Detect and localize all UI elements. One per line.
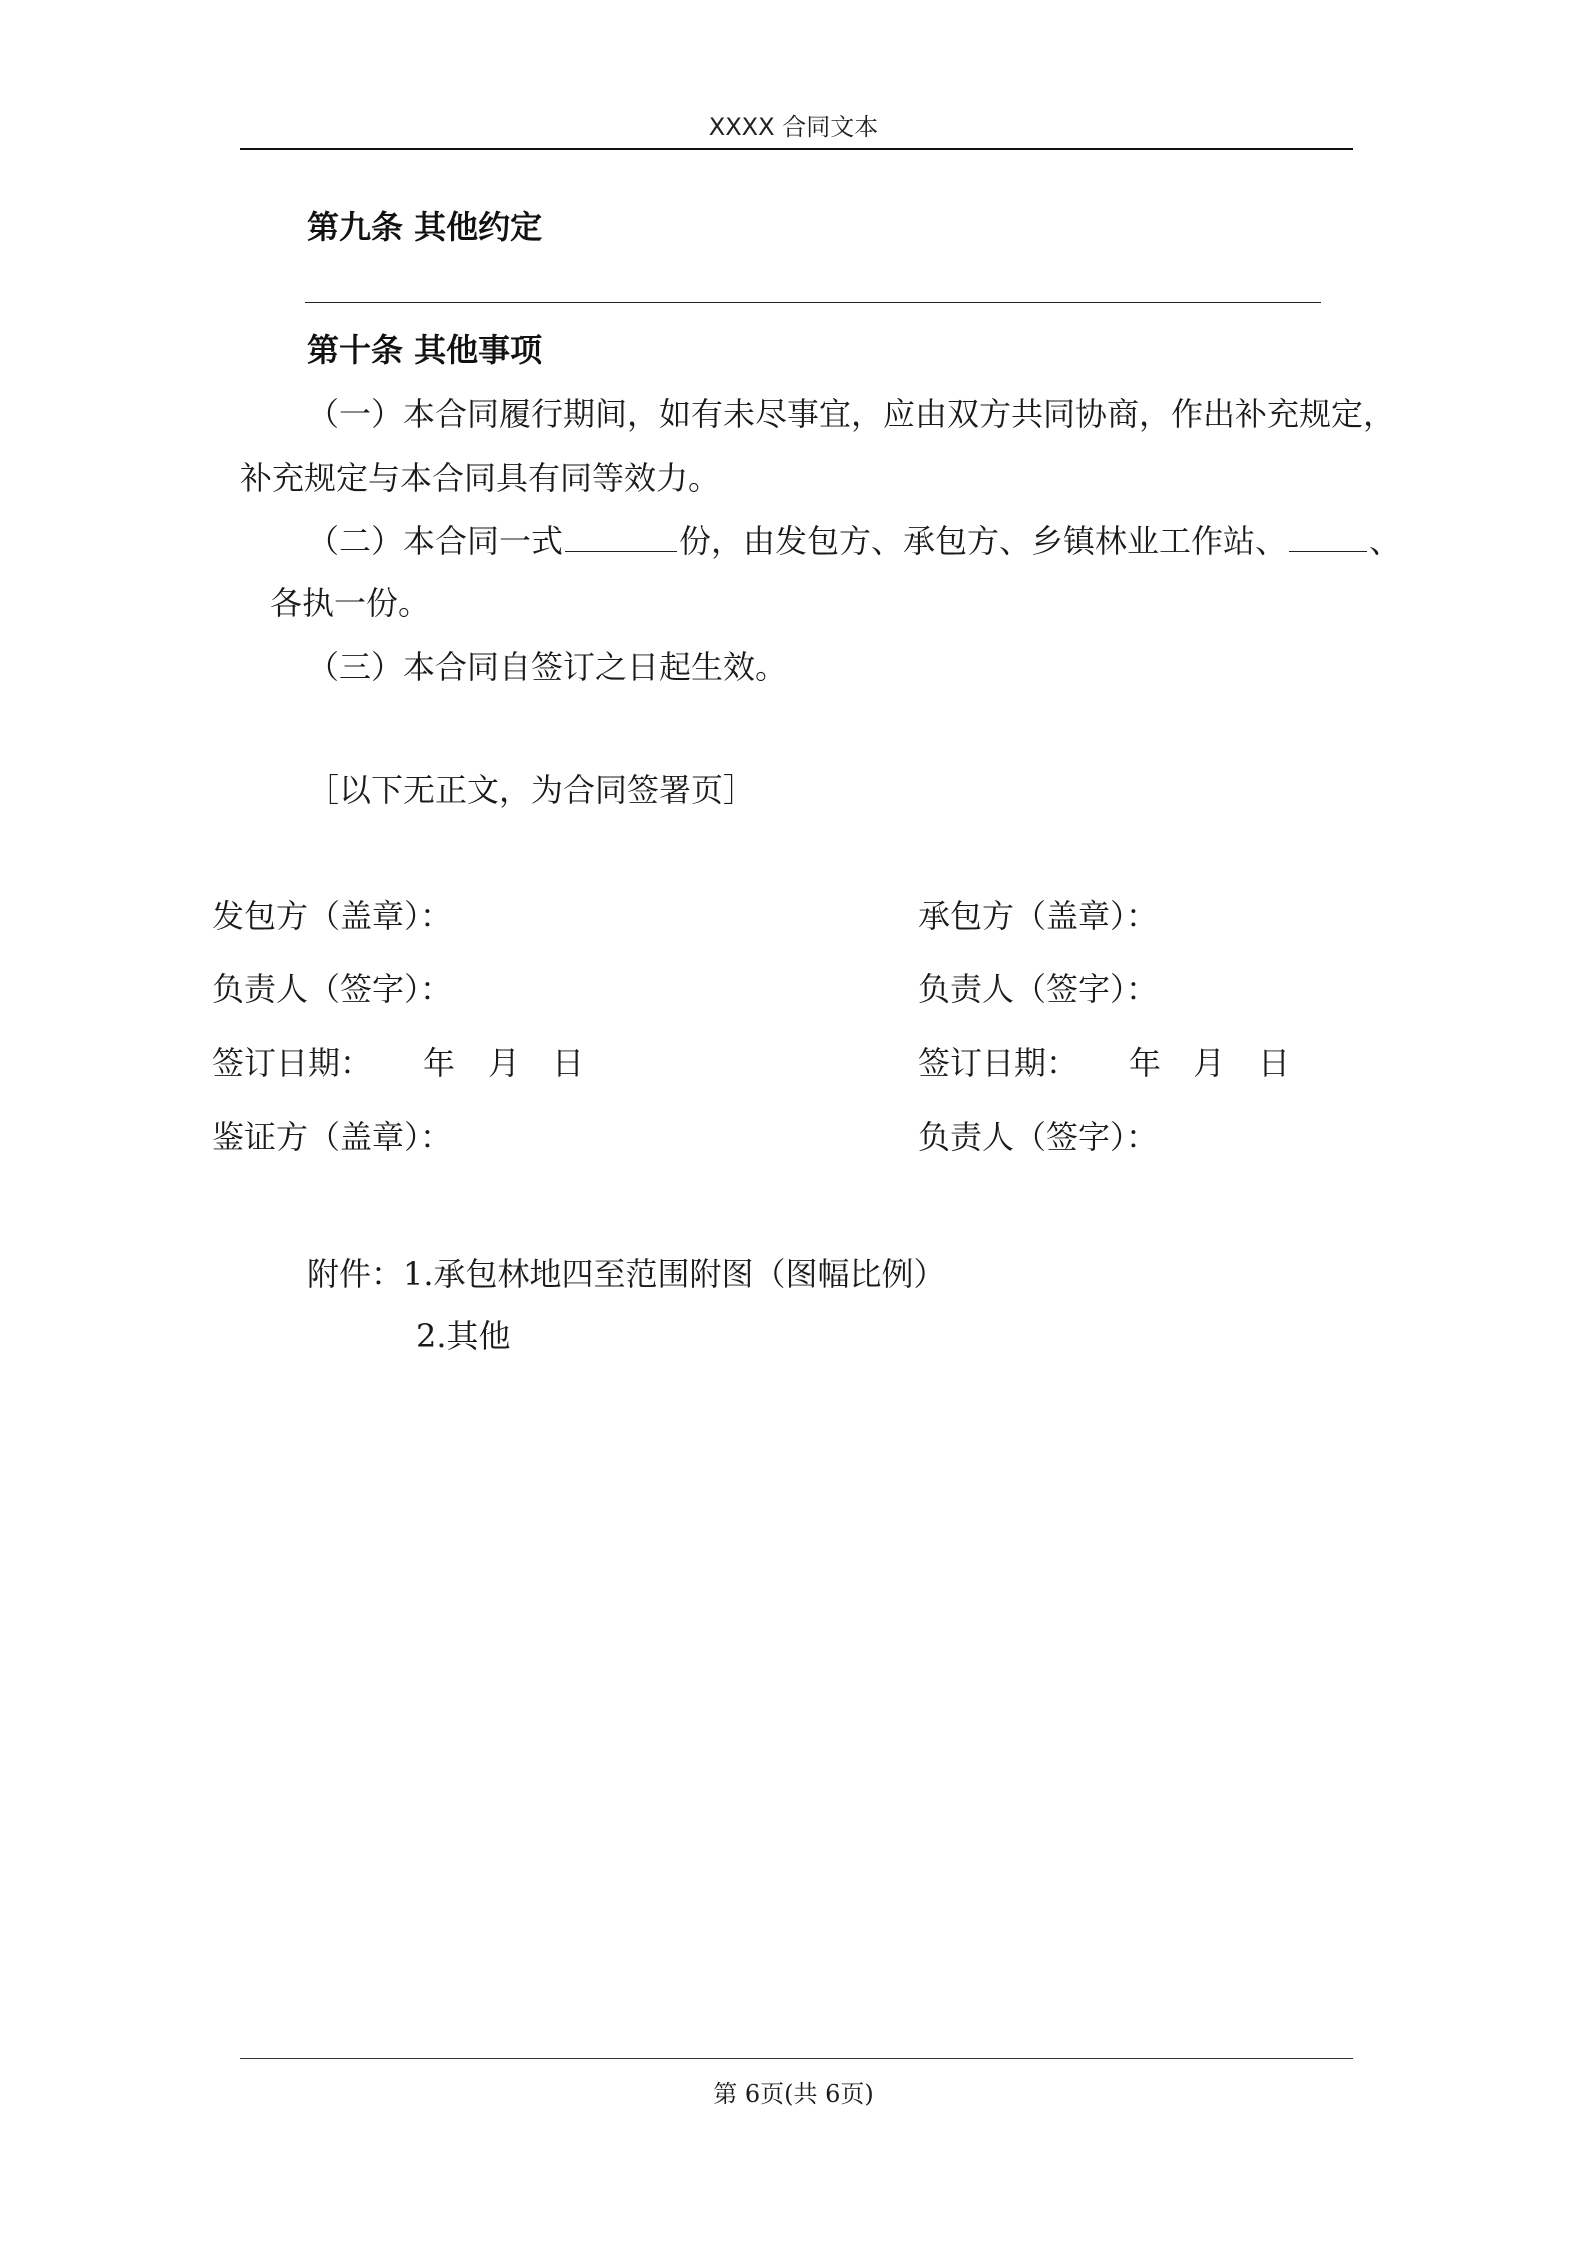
article-9-fill-line [305, 302, 1321, 303]
contractor-seal-label: 承包方（盖章）： [918, 897, 1159, 935]
header-divider [240, 148, 1353, 150]
article-10-item-3: （三）本合同自签订之日起生效。 [307, 648, 788, 686]
attachment-item-2: 2.其他 [416, 1317, 511, 1355]
page-header-title: XXXX 合同文本 [708, 113, 879, 141]
article-9-title: 第九条 其他约定 [307, 208, 543, 246]
left-date-month: 月 [488, 1044, 521, 1082]
right-date-year: 年 [1129, 1044, 1162, 1082]
right-date-month: 月 [1193, 1044, 1226, 1082]
item-2-prefix: （二）本合同一式 [307, 522, 564, 560]
no-further-text-note: ［以下无正文，为合同签署页］ [307, 771, 756, 809]
right-responsible-sign-label: 负责人（签字）： [918, 970, 1159, 1008]
copies-blank [565, 521, 677, 552]
footer-divider [240, 2058, 1353, 2059]
party-blank [1289, 521, 1367, 552]
right-sign-date-label: 签订日期： [918, 1044, 1079, 1082]
issuer-seal-label: 发包方（盖章）： [212, 897, 453, 935]
article-10-item-2-line-1 [307, 521, 1401, 561]
item-2-suffix: 、 [1369, 522, 1402, 560]
left-sign-date-label: 签订日期： [212, 1044, 373, 1082]
left-date-day: 日 [552, 1044, 585, 1082]
attachment-item-1: 附件：1.承包林地四至范围附图（图幅比例） [307, 1255, 946, 1293]
article-10-title: 第十条 其他事项 [307, 331, 543, 369]
page-number: 第 6页(共 6页) [713, 2080, 874, 2108]
right-date-day: 日 [1258, 1044, 1291, 1082]
item-2-middle: 份，由发包方、承包方、乡镇林业工作站、 [679, 522, 1288, 560]
article-10-item-1-line-2: 补充规定与本合同具有同等效力。 [240, 459, 721, 497]
article-10-item-1-line-1: （一）本合同履行期间，如有未尽事宜，应由双方共同协商，作出补充规定， [307, 395, 1396, 433]
left-responsible-sign-label: 负责人（签字）： [212, 970, 453, 1008]
right-responsible-sign-label-2: 负责人（签字）： [918, 1118, 1159, 1156]
verifier-seal-label: 鉴证方（盖章）： [212, 1118, 453, 1156]
article-10-item-2-line-2: 各执一份。 [270, 584, 431, 622]
left-date-year: 年 [423, 1044, 456, 1082]
